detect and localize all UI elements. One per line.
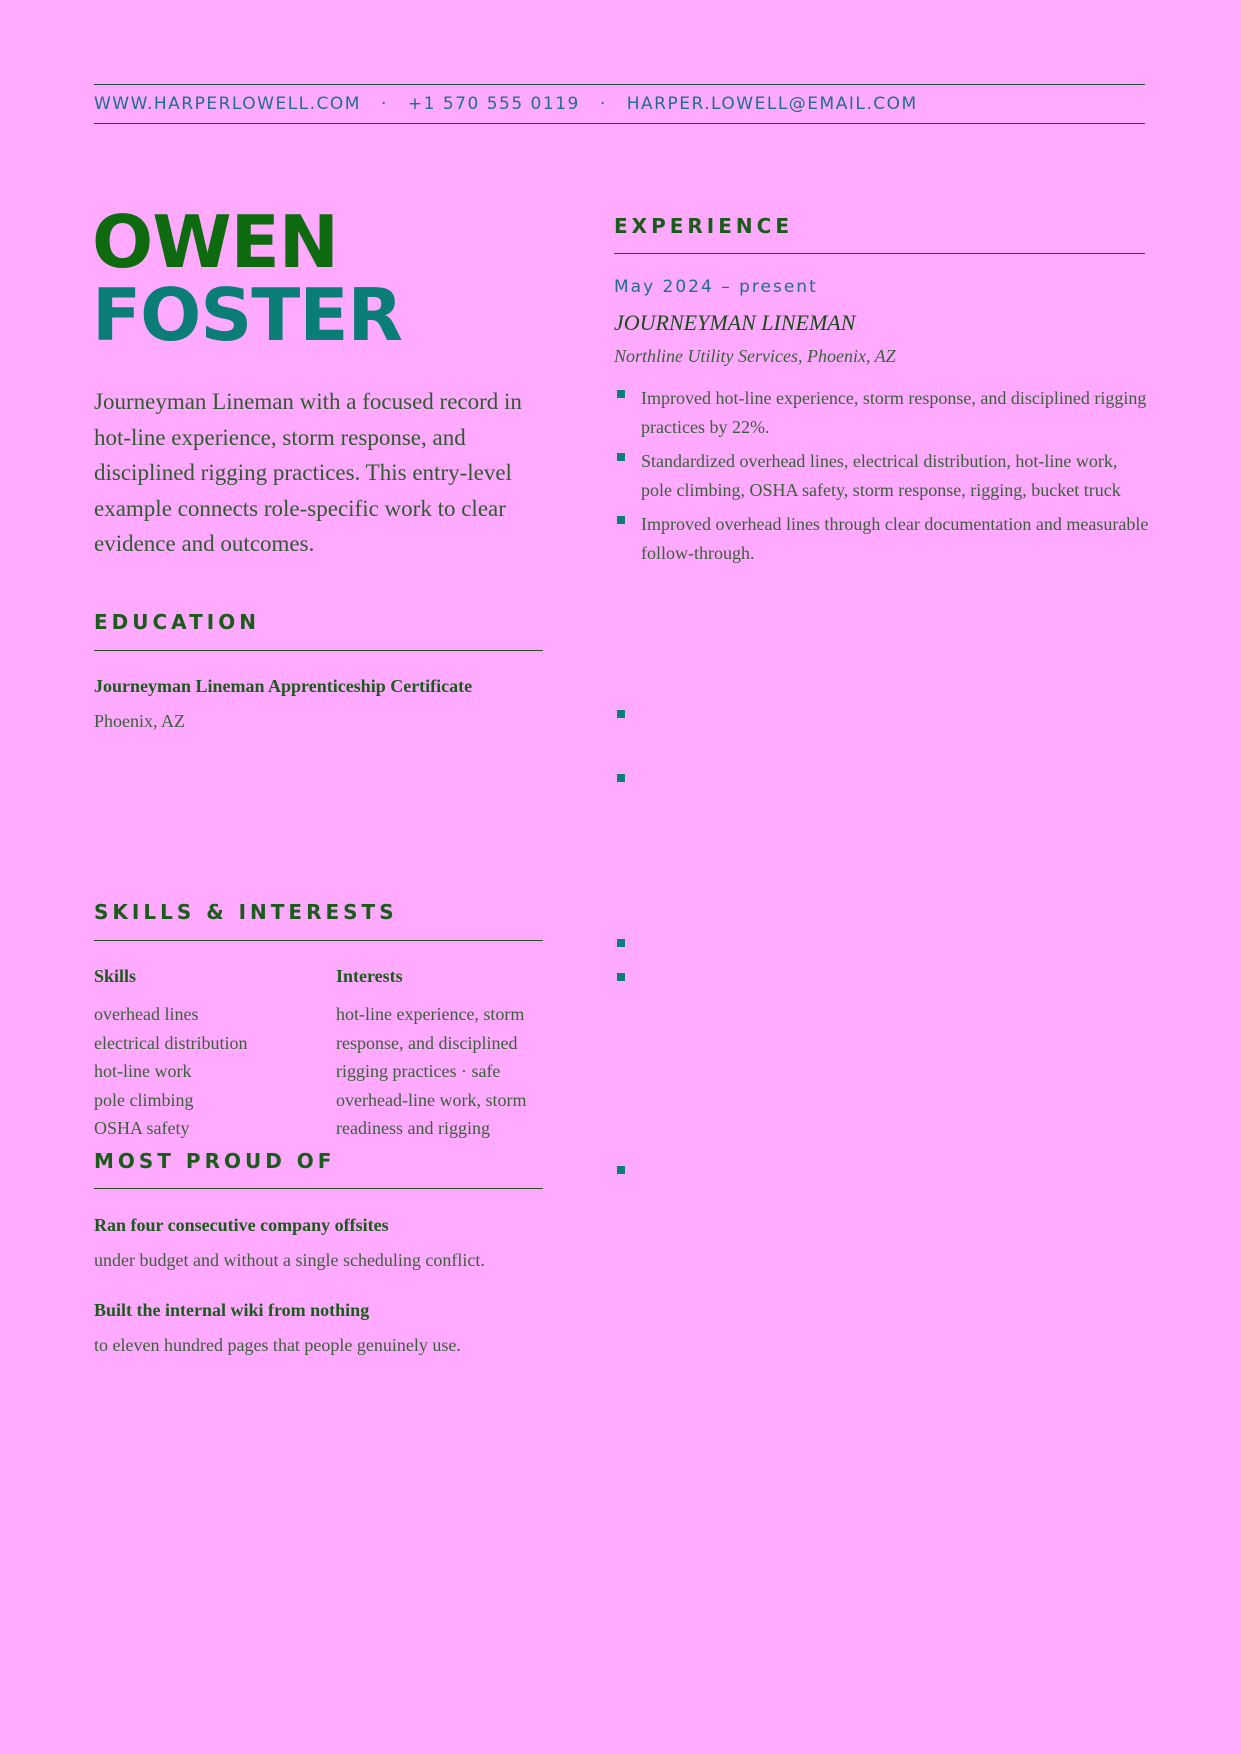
- square-bullet-icon: [617, 973, 625, 981]
- education-location: Phoenix, AZ: [94, 711, 186, 731]
- phone-link[interactable]: +1 570 555 0119: [407, 94, 580, 114]
- proud-item-title: Built the internal wiki from nothing: [94, 1300, 370, 1320]
- skills-heading: SKILLS & INTERESTS: [94, 900, 398, 924]
- interests-label: Interests: [336, 966, 403, 986]
- square-bullet-icon: [617, 939, 625, 947]
- proud-divider: [94, 1188, 543, 1189]
- experience-heading: EXPERIENCE: [614, 214, 793, 238]
- square-bullet-icon: [617, 1166, 625, 1174]
- email-link[interactable]: HARPER.LOWELL@EMAIL.COM: [626, 94, 918, 114]
- skill-item: hot-line work: [94, 1061, 192, 1081]
- proud-item-title: Ran four consecutive company offsites: [94, 1215, 389, 1235]
- square-bullet-icon: [617, 710, 625, 718]
- square-bullet-icon: [617, 516, 625, 524]
- education-divider: [94, 650, 543, 651]
- experience-bullet: Improved hot-line experience, storm response, and disciplined rigging practices by 22%.: [614, 384, 1149, 441]
- first-name: OWEN: [92, 200, 339, 284]
- skills-list: [94, 1000, 314, 1138]
- website-link[interactable]: WWW.HARPERLOWELL.COM: [94, 94, 361, 114]
- experience-company: Northline Utility Services, Phoenix, AZ: [614, 346, 896, 366]
- skills-label: Skills: [94, 966, 137, 986]
- square-bullet-icon: [617, 390, 625, 398]
- skills-divider: [94, 940, 543, 941]
- experience-bullet: Standardized overhead lines, electrical distribution, hot-line work, pole climbing, OSHA safety, storm response, rigging, bucket truck: [614, 447, 1149, 504]
- skill-item: OSHA safety: [94, 1118, 190, 1138]
- contact-separator: ·: [380, 94, 388, 114]
- interests-text: hot-line experience, storm response, and disciplined rigging practices · safe overhead-line work, storm readiness and rigging: [336, 1004, 527, 1138]
- experience-divider: [614, 253, 1145, 254]
- skill-item: electrical distribution: [94, 1032, 248, 1053]
- education-heading: EDUCATION: [94, 610, 260, 634]
- experience-role: JOURNEYMAN LINEMAN: [614, 310, 856, 335]
- experience-date: May 2024 – present: [614, 277, 818, 297]
- education-title: Journeyman Lineman Apprenticeship Certificate: [94, 676, 473, 696]
- square-bullet-icon: [617, 774, 625, 782]
- last-name: FOSTER: [92, 273, 402, 357]
- experience-bullet: Improved overhead lines through clear documentation and measurable follow-through.: [614, 510, 1149, 567]
- experience-bullets: [614, 384, 1149, 573]
- proud-item-text: to eleven hundred pages that people genuinely use.: [94, 1335, 461, 1355]
- skill-item: overhead lines: [94, 1004, 199, 1024]
- square-bullet-icon: [617, 453, 625, 461]
- contact-separator: ·: [599, 94, 607, 114]
- proud-heading: MOST PROUD OF: [94, 1149, 336, 1173]
- profile-summary: Journeyman Lineman with a focused record in hot-line experience, storm response, and disciplined rigging practices. This entry-level example connects role-specific work to clear evidence and outcomes.: [94, 389, 522, 556]
- contact-bar: [94, 84, 1145, 124]
- skill-item: pole climbing: [94, 1089, 194, 1110]
- proud-item-text: under budget and without a single scheduling conflict.: [94, 1250, 485, 1270]
